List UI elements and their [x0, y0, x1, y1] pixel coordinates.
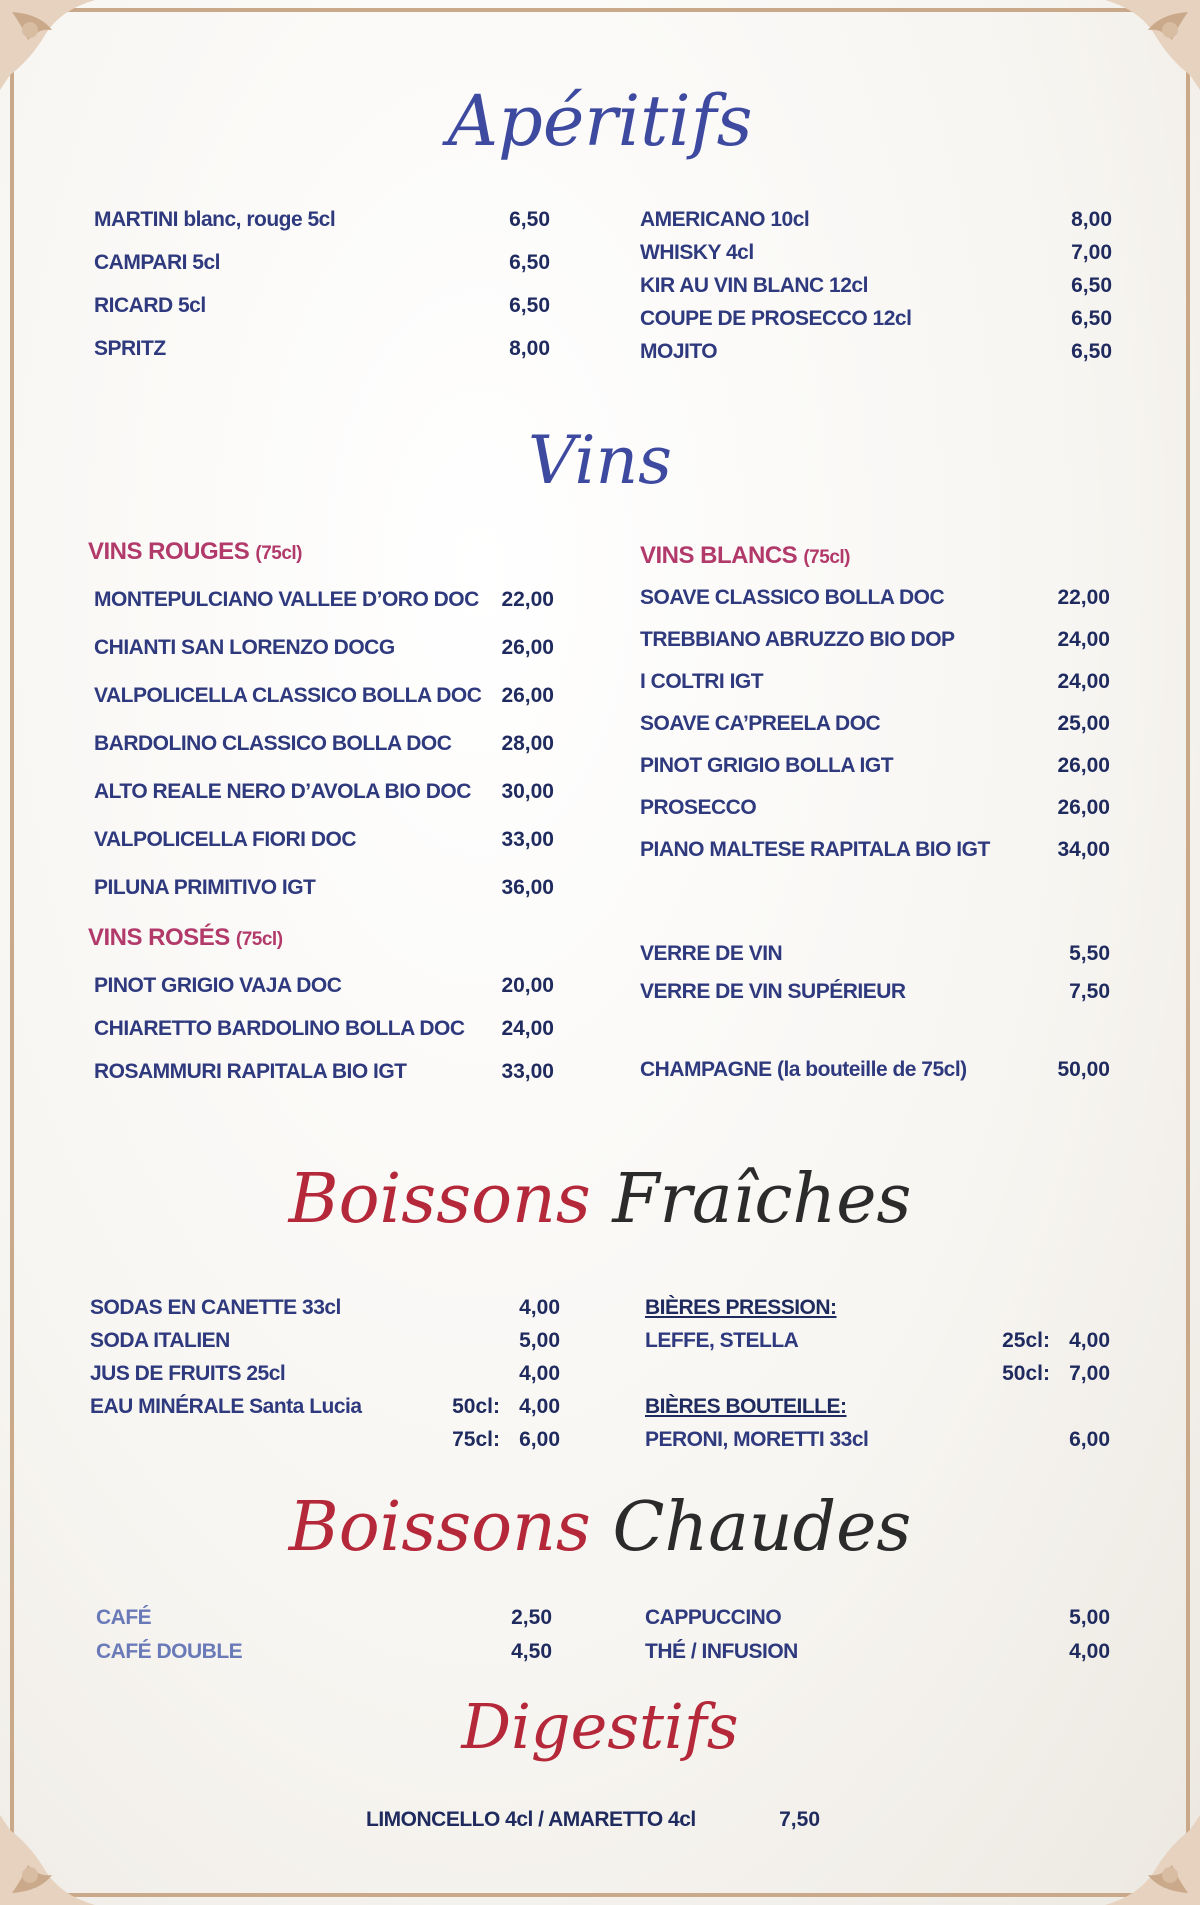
- list-item: SOAVE CLASSICO BOLLA DOC 22,00: [640, 586, 1110, 609]
- list-item: CHIARETTO BARDOLINO BOLLA DOC 24,00: [94, 1017, 554, 1040]
- list-item: PROSECCO 26,00: [640, 796, 1110, 819]
- list-item: SODA ITALIEN 5,00: [90, 1329, 560, 1352]
- list-item: CAFÉ DOUBLE 4,50: [96, 1640, 552, 1663]
- list-item: 50cl: 7,00: [1002, 1362, 1110, 1385]
- list-item: PILUNA PRIMITIVO IGT 36,00: [94, 876, 554, 899]
- list-item: VALPOLICELLA CLASSICO BOLLA DOC 26,00: [94, 684, 554, 707]
- list-item: EAU MINÉRALE Santa Lucia 50cl: 4,00: [90, 1395, 560, 1418]
- list-item: ROSAMMURI RAPITALA BIO IGT 33,00: [94, 1060, 554, 1083]
- list-item: VERRE DE VIN SUPÉRIEUR 7,50: [640, 980, 1110, 1003]
- champagne-item: CHAMPAGNE (la bouteille de 75cl) 50,00: [640, 1058, 1110, 1081]
- list-item: BARDOLINO CLASSICO BOLLA DOC 28,00: [94, 732, 554, 755]
- list-item: MARTINI blanc, rouge 5cl 6,50: [94, 208, 550, 231]
- bieres-bouteille-label: BIÈRES BOUTEILLE:: [645, 1395, 847, 1418]
- list-item: I COLTRI IGT 24,00: [640, 670, 1110, 693]
- list-item: VERRE DE VIN 5,50: [640, 942, 1110, 965]
- list-item: JUS DE FRUITS 25cl 4,00: [90, 1362, 560, 1385]
- list-item: TREBBIANO ABRUZZO BIO DOP 24,00: [640, 628, 1110, 651]
- bieres-pression-label: BIÈRES PRESSION:: [645, 1296, 837, 1319]
- list-item: MOJITO 6,50: [640, 340, 1112, 363]
- vins-title: Vins: [528, 422, 672, 499]
- list-item: CAFÉ 2,50: [96, 1606, 552, 1629]
- chaudes-title: Boissons Chaudes: [288, 1488, 912, 1567]
- list-item: CAMPARI 5cl 6,50: [94, 251, 550, 274]
- corner-ornament-icon: [1090, 1795, 1200, 1905]
- list-item: 75cl: 6,00: [452, 1428, 560, 1451]
- list-item: MONTEPULCIANO VALLEE D’ORO DOC 22,00: [94, 588, 554, 611]
- list-item: RICARD 5cl 6,50: [94, 294, 550, 317]
- list-item: SOAVE CA’PREELA DOC 25,00: [640, 712, 1110, 735]
- list-item: THÉ / INFUSION 4,00: [645, 1640, 1110, 1663]
- list-item: ALTO REALE NERO D’AVOLA BIO DOC 30,00: [94, 780, 554, 803]
- list-item: CAPPUCCINO 5,00: [645, 1606, 1110, 1629]
- list-item: PERONI, MORETTI 33cl 6,00: [645, 1428, 1110, 1451]
- aperitifs-title: Apéritifs: [447, 80, 753, 162]
- list-item: KIR AU VIN BLANC 12cl 6,50: [640, 274, 1112, 297]
- list-item: PIANO MALTESE RAPITALA BIO IGT 34,00: [640, 838, 1110, 861]
- list-item: SODAS EN CANETTE 33cl 4,00: [90, 1296, 560, 1319]
- fraiches-title: Boissons Fraîches: [288, 1160, 912, 1239]
- list-item: PINOT GRIGIO BOLLA IGT 26,00: [640, 754, 1110, 777]
- vins-blancs-label: VINS BLANCS (75cl): [640, 542, 850, 569]
- digestifs-title: Digestifs: [461, 1690, 739, 1763]
- list-item: VALPOLICELLA FIORI DOC 33,00: [94, 828, 554, 851]
- list-item: CHIANTI SAN LORENZO DOCG 26,00: [94, 636, 554, 659]
- list-item: SPRITZ 8,00: [94, 337, 550, 360]
- vins-rouges-label: VINS ROUGES (75cl): [88, 538, 303, 565]
- list-item: WHISKY 4cl 7,00: [640, 241, 1112, 264]
- corner-ornament-icon: [0, 1795, 110, 1905]
- list-item: LIMONCELLO 4cl / AMARETTO 4cl 7,50: [366, 1808, 820, 1831]
- list-item: AMERICANO 10cl 8,00: [640, 208, 1112, 231]
- vins-roses-label: VINS ROSÉS (75cl): [88, 924, 283, 951]
- list-item: LEFFE, STELLA 25cl: 4,00: [645, 1329, 1110, 1352]
- list-item: PINOT GRIGIO VAJA DOC 20,00: [94, 974, 554, 997]
- list-item: COUPE DE PROSECCO 12cl 6,50: [640, 307, 1112, 330]
